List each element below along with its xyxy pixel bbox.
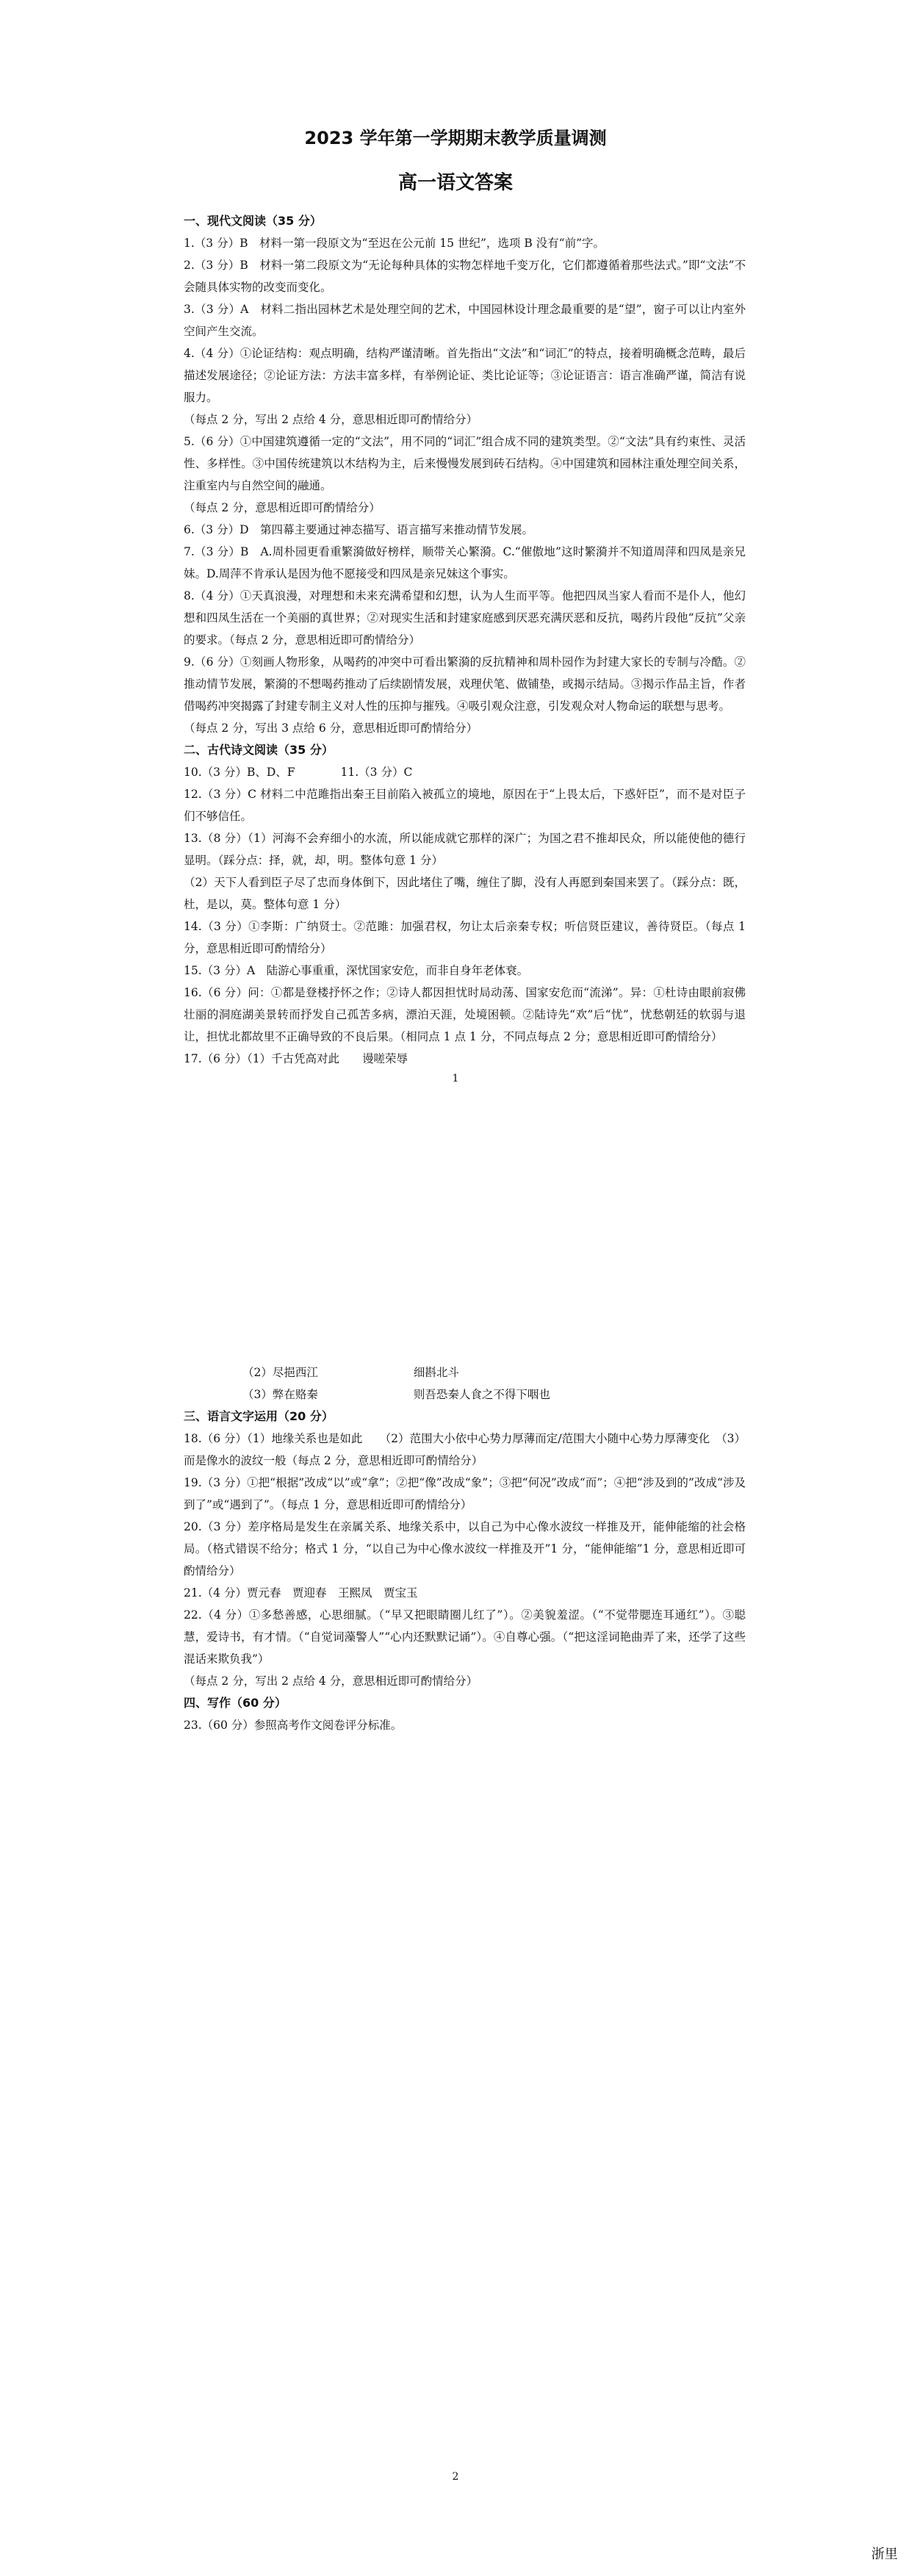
watermark-logo: 浙里 bbox=[871, 2547, 898, 2562]
page-number: 2 bbox=[452, 2471, 459, 2483]
answer-paragraph: （2）天下人看到臣子尽了忠而身体倒下，因此堵住了嘴，缠住了脚，没有人再愿到秦国来罢了。（踩分点：既，杜，是以，莫。整体句意 1 分） bbox=[184, 876, 746, 911]
continued-answers bbox=[184, 1361, 746, 1406]
page-2 bbox=[0, 1288, 911, 2576]
answer-paragraph: 10.（3 分）B、D、F 11.（3 分）C bbox=[184, 766, 413, 779]
section-heading: 二、古代诗文阅读（35 分） bbox=[184, 743, 334, 757]
answer-paragraph: （每点 2 分，意思相近即可酌情给分） bbox=[184, 501, 381, 514]
answer-paragraph: 3.（3 分）A 材料二指出园林艺术是处理空间的艺术，中国园林设计理念最重要的是“望”，窗子可以让内室外空间产生交流。 bbox=[184, 303, 746, 338]
section-heading: 三、语言文字运用（20 分） bbox=[184, 1409, 334, 1423]
answer-paragraph: 22.（4 分）①多愁善感，心思细腻。（“早又把眼睛圈儿红了”）。②美貌羞涩。（“不觉带腮连耳通红”）。③聪慧，爱诗书，有才情。（“自觉词藻警人”“心内还默默记诵”）。④自尊心强。（“把这淫词艳曲弄了来，还学了这些混话来欺负我”） bbox=[184, 1608, 746, 1666]
answer-paragraph: （每点 2 分，写出 2 点给 4 分，意思相近即可酌情给分） bbox=[184, 413, 478, 426]
answer-paragraph: 5.（6 分）①中国建筑遵循一定的“文法”，用不同的“词汇”组合成不同的建筑类型。②“文法”具有约束性、灵活性、多样性。③中国传统建筑以木结构为主，后来慢慢发展到砖石结构。④中国建筑和园林注重处理空间关系，注重室内与自然空间的融通。 bbox=[184, 435, 746, 492]
answer-paragraph: 2.（3 分）B 材料一第二段原文为“无论每种具体的实物怎样地千变万化，它们都遵循着那些法式。”即“文法”不会随具体实物的改变而变化。 bbox=[184, 259, 746, 294]
answer-paragraph: 8.（4 分）①天真浪漫，对理想和未来充满希望和幻想，认为人生而平等。他把四凤当家人看而不是仆人，他幻想和四凤生活在一个美丽的真世界；②对现实生活和封建家庭感到厌恶充满厌恶和反抗，喝药片段他“反抗”父亲的要求。（每点 2 分，意思相近即可酌情给分） bbox=[184, 589, 746, 647]
answer-paragraph: 20.（3 分）差序格局是发生在亲属关系、地缘关系中，以自己为中心像水波纹一样推及开，能伸能缩的社会格局。（格式错误不给分；格式 1 分，“以自己为中心像水波纹一样推及开”1 分，“能伸能缩”1 分，意思相近即可酌情给分） bbox=[184, 1520, 746, 1577]
answer-paragraph: 14.（3 分）①李斯：广纳贤士。②范雎：加强君权，勿让太后亲秦专权；听信贤臣建议，善待贤臣。（每点 1 分，意思相近即可酌情给分） bbox=[184, 920, 746, 955]
answer-paragraph: （每点 2 分，写出 3 点给 6 分，意思相近即可酌情给分） bbox=[184, 722, 478, 735]
answer-paragraph: （每点 2 分，写出 2 点给 4 分，意思相近即可酌情给分） bbox=[184, 1674, 478, 1688]
answer-part: 则吾恐秦人食之不得下咽也 bbox=[413, 1388, 550, 1401]
answer-paragraph: 1.（3 分）B 材料一第一段原文为“至迟在公元前 15 世纪”，选项 B 没有“前”字。 bbox=[184, 237, 605, 250]
answer-paragraph: 6.（3 分）D 第四幕主要通过神态描写、语言描写来推动情节发展。 bbox=[184, 523, 534, 536]
answer-paragraph: 13.（8 分）（1）河海不会弃细小的水流，所以能成就它那样的深广；为国之君不推却民众，所以能使他的德行显明。（踩分点：择，就，却，明。整体句意 1 分） bbox=[184, 832, 746, 867]
document-subtitle: 高一语文答案 bbox=[397, 172, 513, 194]
answer-paragraph: 15.（3 分）A 陆游心事重重，深忧国家安危，而非自身年老体衰。 bbox=[184, 964, 529, 977]
answer-part: 细斟北斗 bbox=[413, 1366, 459, 1379]
answer-paragraph: 16.（6 分）问：①都是登楼抒怀之作；②诗人都因担忧时局动荡、国家安危而“流涕”。异：①杜诗由眼前寂佛壮丽的洞庭湖美景转而抒发自己孤苦多病，漂泊天涯，处境困顿。②陆诗先“欢”后“忧”，忧愁朝廷的软弱与退让，担忧北都故里不正确导致的不良后果。（相同点 1 点 1 分，不同点每点 2 分；意思相近即可酌情给分） bbox=[184, 986, 746, 1043]
answer-line bbox=[184, 1361, 746, 1384]
section-heading: 一、现代文阅读（35 分） bbox=[184, 214, 322, 228]
answer-paragraph: 9.（6 分）①刻画人物形象，从喝药的冲突中可看出繁漪的反抗精神和周朴园作为封建大家长的专制与冷酷。②推动情节发展，繁漪的不想喝药推动了后续剧情发展，戏理伏笔、做铺垫，或揭示结局。③揭示作品主旨，作者借喝药冲突揭露了封建专制主义对人性的压抑与摧残。④吸引观众注意，引发观众对人物命运的联想与思考。 bbox=[184, 655, 746, 713]
answer-paragraph: 4.（4 分）①论证结构：观点明确，结构严谨清晰。首先指出“文法”和“词汇”的特点，接着明确概念范畴，最后描述发展途径；②论证方法：方法丰富多样，有举例论证、类比论证等；③论证语言：语言准确严谨，简洁有说服力。 bbox=[184, 347, 746, 404]
page-1-content bbox=[184, 210, 746, 1070]
answer-part: （3）弊在赂秦 bbox=[242, 1388, 318, 1401]
answer-paragraph: 7.（3 分）B A.周朴园更看重繁漪做好榜样，顺带关心繁漪。C.“催傲地”这时繁漪并不知道周萍和四凤是亲兄妹。D.周萍不肯承认是因为他不愿接受和四凤是亲兄妹这个事实。 bbox=[184, 545, 746, 580]
page-2-answers bbox=[184, 1406, 746, 1736]
answer-line bbox=[184, 1384, 746, 1406]
page-number: 1 bbox=[452, 1073, 459, 1084]
answer-paragraph: 19.（3 分）①把“根据”改成“以”或“拿”；②把“像”改成“象”；③把“何况”改成“而”；④把“涉及到的”改成“涉及到了”或“遇到了”。（每点 1 分，意思相近即可酌情给分） bbox=[184, 1476, 746, 1511]
document-title: 2023 学年第一学期期末教学质量调测 bbox=[304, 128, 607, 148]
answer-paragraph: 21.（4 分）贾元春 贾迎春 王熙凤 贾宝玉 bbox=[184, 1586, 418, 1600]
answer-paragraph: 23.（60 分）参照高考作文阅卷评分标准。 bbox=[184, 1719, 403, 1732]
answer-part: （2）尽挹西江 bbox=[242, 1366, 318, 1379]
page-2-content bbox=[184, 1361, 746, 1736]
answer-paragraph: 12.（3 分）C 材料二中范雎指出秦王目前陷入被孤立的境地，原因在于“上畏太后，下惑奸臣”，而不是对臣子们不够信任。 bbox=[184, 788, 746, 823]
answer-paragraph: 17.（6 分）（1）千古凭高对此 谩嗟荣辱 bbox=[184, 1052, 408, 1065]
section-heading: 四、写作（60 分） bbox=[184, 1696, 287, 1710]
answer-paragraph: 18.（6 分）（1）地缘关系也是如此 （2）范围大小依中心势力厚薄而定/范围大小随中心势力厚薄变化 （3）而是像水的波纹一般（每点 2 分，意思相近即可酌情给分） bbox=[184, 1432, 746, 1467]
